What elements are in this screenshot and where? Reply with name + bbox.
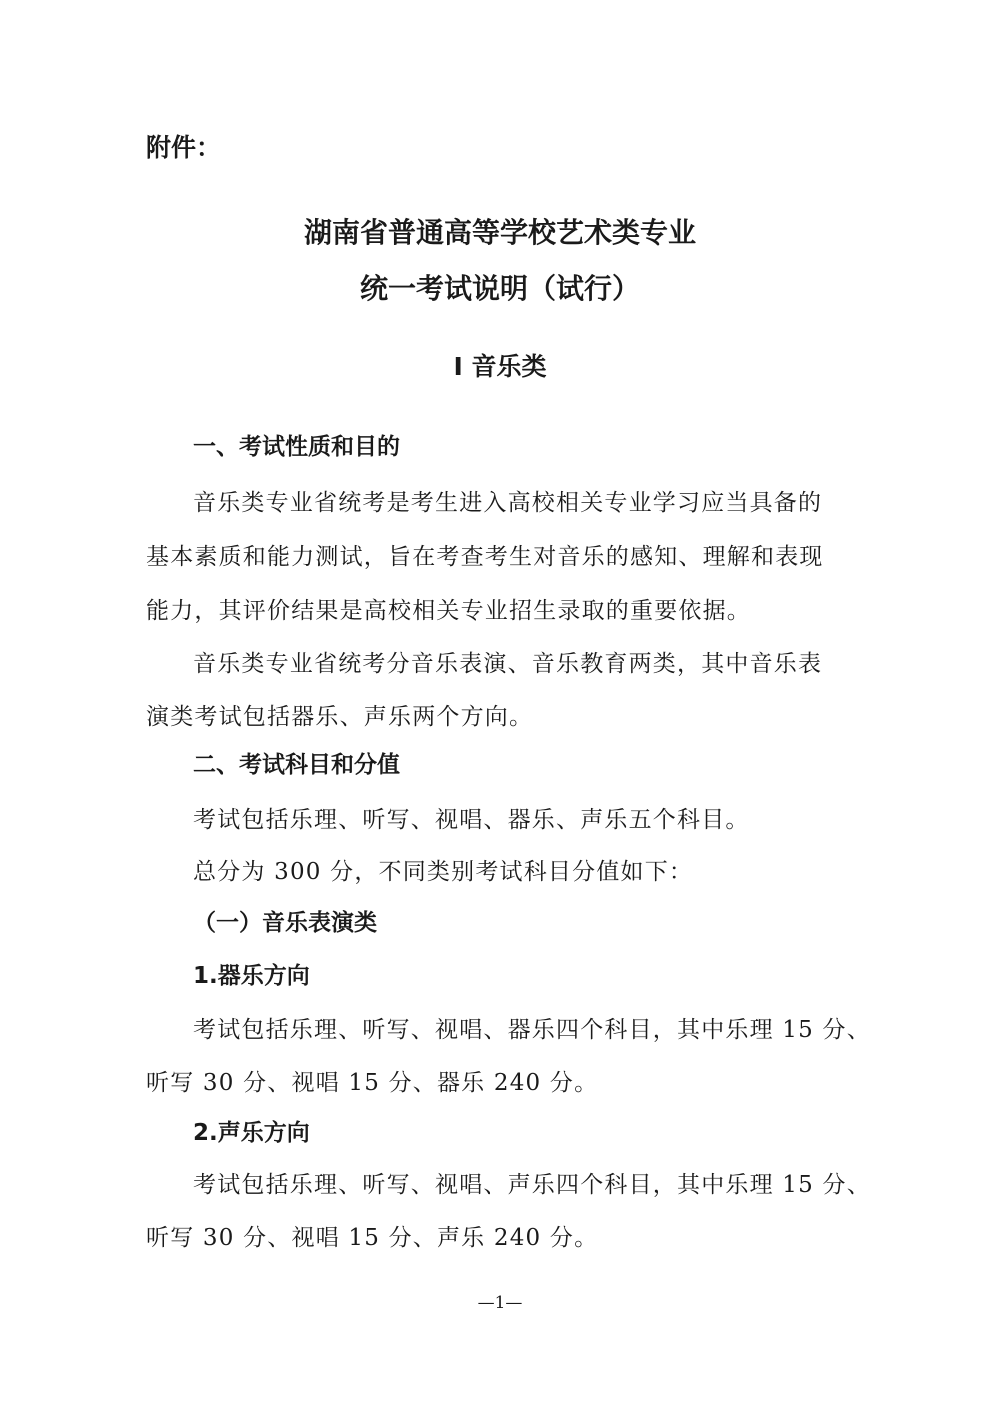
item2-line1: 考试包括乐理、听写、视唱、声乐四个科目，其中乐理 15 分、 [193,1172,871,1198]
document-title-line2: 统一考试说明（试行） [359,272,640,305]
part1-para2-line1: 音乐类专业省统考分音乐表演、音乐教育两类，其中音乐表 [193,651,823,677]
part1-para2-line2: 演类考试包括器乐、声乐两个方向。 [146,704,534,730]
item2-heading-text: .声乐方向 [209,1120,310,1146]
item1-heading-num: 1 [193,963,210,989]
item2-heading-num: 2 [193,1120,210,1146]
part1-heading: 一、考试性质和目的 [193,434,400,460]
part1-para1-line3: 能力，其评价结果是高校相关专业招生录取的重要依据。 [146,598,751,624]
part1-para1-line1: 音乐类专业省统考是考生进入高校相关专业学习应当具备的 [193,490,823,516]
item1-line1: 考试包括乐理、听写、视唱、器乐四个科目，其中乐理 15 分、 [193,1017,871,1043]
item1-heading [193,957,310,990]
page-number: —1— [477,1293,523,1313]
part2-line2: 总分为 300 分，不同类别考试科目分值如下： [193,859,694,885]
part2-line1: 考试包括乐理、听写、视唱、器乐、声乐五个科目。 [193,807,750,833]
attachment-label: 附件： [146,133,222,162]
item1-line2: 听写 30 分、视唱 15 分、器乐 240 分。 [146,1070,599,1096]
section-title: I 音乐类 [453,352,547,381]
item2-heading [193,1114,310,1147]
item2-line2: 听写 30 分、视唱 15 分、声乐 240 分。 [146,1225,599,1251]
part1-para1-line2: 基本素质和能力测试，旨在考查考生对音乐的感知、理解和表现 [146,544,824,570]
part2-heading: 二、考试科目和分值 [193,752,400,778]
document-title-line1: 湖南省普通高等学校艺术类专业 [303,216,696,249]
item1-heading-text: .器乐方向 [209,963,310,989]
part2-sub-heading: （一）音乐表演类 [193,910,377,936]
